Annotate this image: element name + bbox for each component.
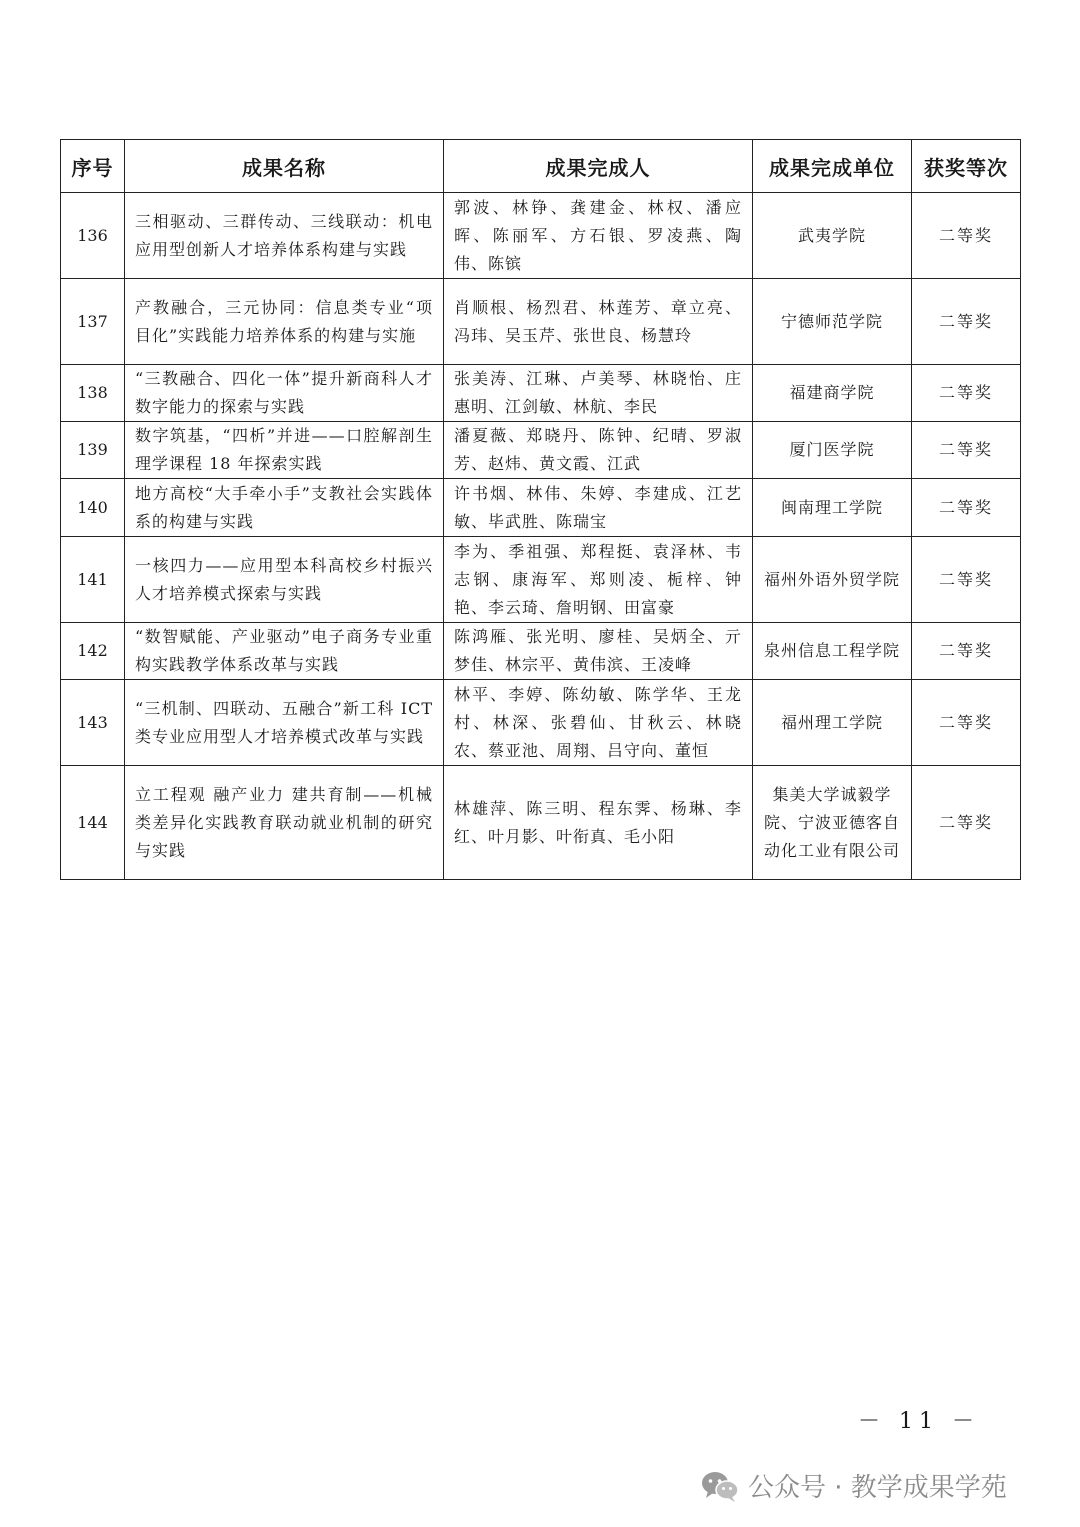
cell-organization: 集美大学诚毅学院、宁波亚德客自动化工业有限公司 <box>753 766 912 880</box>
cell-serial-number: 142 <box>61 623 125 680</box>
cell-award-level: 二等奖 <box>912 279 1021 365</box>
table-row <box>61 766 1021 880</box>
cell-achievers: 郭波、林铮、龚建金、林权、潘应晖、陈丽军、方石银、罗凌燕、陶伟、陈镔 <box>444 193 753 279</box>
cell-achievers: 林雄萍、陈三明、程东霁、杨琳、李红、叶月影、叶衔真、毛小阳 <box>444 766 753 880</box>
cell-serial-number: 137 <box>61 279 125 365</box>
table-row <box>61 479 1021 537</box>
watermark <box>700 1467 1007 1504</box>
table-row <box>61 537 1021 623</box>
cell-organization: 泉州信息工程学院 <box>753 623 912 680</box>
cell-serial-number: 141 <box>61 537 125 623</box>
cell-achievers: 陈鸿雁、张光明、廖桂、吴炳全、亓梦佳、林宗平、黄伟滨、王凌峰 <box>444 623 753 680</box>
table-header-row <box>61 140 1021 193</box>
table-row <box>61 193 1021 279</box>
cell-achievement-name: 立工程观 融产业力 建共育制——机械类差异化实践教育联动就业机制的研究与实践 <box>125 766 444 880</box>
cell-achievers: 李为、季祖强、郑程挺、袁泽林、韦志钢、康海军、郑则凌、栀梓、钟艳、李云琦、詹明钢、田富豪 <box>444 537 753 623</box>
award-table <box>60 139 1021 880</box>
cell-organization: 福建商学院 <box>753 365 912 422</box>
cell-award-level: 二等奖 <box>912 623 1021 680</box>
cell-organization: 闽南理工学院 <box>753 479 912 537</box>
cell-achievement-name: 一核四力——应用型本科高校乡村振兴人才培养模式探索与实践 <box>125 537 444 623</box>
cell-achievers: 肖顺根、杨烈君、林莲芳、章立亮、冯玮、吴玉芹、张世良、杨慧玲 <box>444 279 753 365</box>
header-achievers: 成果完成人 <box>444 140 753 193</box>
cell-serial-number: 140 <box>61 479 125 537</box>
table-row <box>61 365 1021 422</box>
cell-organization: 宁德师范学院 <box>753 279 912 365</box>
table-row <box>61 680 1021 766</box>
header-organization: 成果完成单位 <box>753 140 912 193</box>
cell-serial-number: 144 <box>61 766 125 880</box>
cell-award-level: 二等奖 <box>912 537 1021 623</box>
cell-achievement-name: 数字筑基，“四析”并进——口腔解剖生理学课程 18 年探索实践 <box>125 422 444 479</box>
cell-achievement-name: 地方高校“大手牵小手”支教社会实践体系的构建与实践 <box>125 479 444 537</box>
cell-achievement-name: “三机制、四联动、五融合”新工科 ICT 类专业应用型人才培养模式改革与实践 <box>125 680 444 766</box>
cell-serial-number: 143 <box>61 680 125 766</box>
header-award-level: 获奖等次 <box>912 140 1021 193</box>
cell-award-level: 二等奖 <box>912 422 1021 479</box>
cell-organization: 厦门医学院 <box>753 422 912 479</box>
cell-award-level: 二等奖 <box>912 766 1021 880</box>
cell-award-level: 二等奖 <box>912 193 1021 279</box>
cell-achievement-name: 三相驱动、三群传动、三线联动：机电应用型创新人才培养体系构建与实践 <box>125 193 444 279</box>
cell-achievers: 林平、李婷、陈幼敏、陈学华、王龙村、林深、张碧仙、甘秋云、林晓农、蔡亚池、周翔、吕守向、董恒 <box>444 680 753 766</box>
cell-achievement-name: 产教融合，三元协同：信息类专业“项目化”实践能力培养体系的构建与实施 <box>125 279 444 365</box>
cell-achievement-name: “三教融合、四化一体”提升新商科人才数字能力的探索与实践 <box>125 365 444 422</box>
cell-organization: 福州理工学院 <box>753 680 912 766</box>
cell-serial-number: 138 <box>61 365 125 422</box>
table-row <box>61 623 1021 680</box>
cell-organization: 武夷学院 <box>753 193 912 279</box>
cell-achievers: 张美涛、江琳、卢美琴、林晓怡、庄惠明、江剑敏、林航、李民 <box>444 365 753 422</box>
wechat-icon <box>700 1469 740 1503</box>
page-number: － 11 － <box>858 1409 980 1434</box>
cell-award-level: 二等奖 <box>912 479 1021 537</box>
cell-serial-number: 139 <box>61 422 125 479</box>
table-row <box>61 279 1021 365</box>
table-row <box>61 422 1021 479</box>
header-achievement-name: 成果名称 <box>125 140 444 193</box>
cell-achievers: 潘夏薇、郑晓丹、陈钟、纪晴、罗淑芳、赵炜、黄文霞、江武 <box>444 422 753 479</box>
cell-achievers: 许书烟、林伟、朱婷、李建成、江艺敏、毕武胜、陈瑞宝 <box>444 479 753 537</box>
watermark-text: 公众号 · 教学成果学苑 <box>748 1473 1007 1503</box>
header-serial-number: 序号 <box>61 140 125 193</box>
cell-organization: 福州外语外贸学院 <box>753 537 912 623</box>
cell-serial-number: 136 <box>61 193 125 279</box>
cell-achievement-name: “数智赋能、产业驱动”电子商务专业重构实践教学体系改革与实践 <box>125 623 444 680</box>
cell-award-level: 二等奖 <box>912 365 1021 422</box>
cell-award-level: 二等奖 <box>912 680 1021 766</box>
